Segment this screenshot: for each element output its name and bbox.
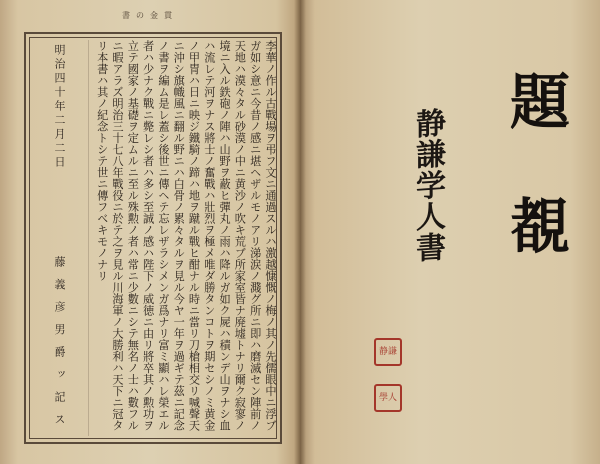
preface-date: 明治四十年二月二日: [53, 44, 66, 170]
preface-body-text: 李華ノ作ル古戰場ヲ弔フ文ニ通過スルハ激越慷慨ノ梅ノ其ノ先儒眼中ニ浮ブガ如シ意ニ今昔ノ感ニ堪ヘザルモノアリ涕涙ノ濺グ所ニ即ハ磨滅セン陣前ノ天地ハ漠々タル砂漠ノ中ニ黄沙ノ吹キ荒ブ所家室皆ナ廃墟トナリ爾ク寂寥ノ境ニ入ル鉄砲ノ陣ハ山野ヲ蔽ヒ彈丸ノ雨ハ降ルガ如ク屍ハ積ンデ山ヲナシ血ハ流レテ河ヲナス將士ノ奮戰ハ壯烈ヲ極メ唯ダ勝タンコトヲ期セシノミ黄金ノ甲冑ハ日ニ映ジ鐵騎ノ蹄ハ地ヲ蹴ル戰ヒ酣ナル時ニ當リ刀槍相交リ喊聲天ニ沖シ旗幟風ニ翻ル野ニハ白骨ノ累々タルヲ見ル今ヤ一年ヲ過ギテ茲ニ記念ノ書ヲ編ム是レ蓋シ後世ニ傳ヘテ忘レザラシメンガ爲ナリ富ミ顯ハレ榮エル者ハ少ナク戰ニ斃レシ者ハ多シ至誠ノ感ハ陛下ノ威徳ニ由リ將卒其ノ勲功ヲ立テ國家ノ基礎ヲ定ムルニ至ル殊勲ノ者ハ常ニ少數ニシテ無名ノ士ハ數フルニ暇アラズ明治三十七八年戰役ニ於テ之ヲ見ル川海軍ノ大勝利ハ天下ニ冠タリ本書ハ其ノ紀念トシテ世ニ傳フベキモノナリ: [96, 40, 277, 431]
running-head: 書の金貫: [122, 11, 178, 20]
preface-signature: 藤 義 彦 男 爵 ッ 記 ス: [53, 256, 66, 429]
inscription-title: 題 覩: [500, 70, 570, 277]
column-separator: [88, 40, 89, 436]
calligraphy-signature: 静謙学人書: [410, 106, 445, 265]
book-gutter: [294, 0, 306, 464]
red-seal-stamp-2: 學人: [374, 384, 402, 412]
red-seal-stamp: 静謙: [374, 338, 402, 366]
